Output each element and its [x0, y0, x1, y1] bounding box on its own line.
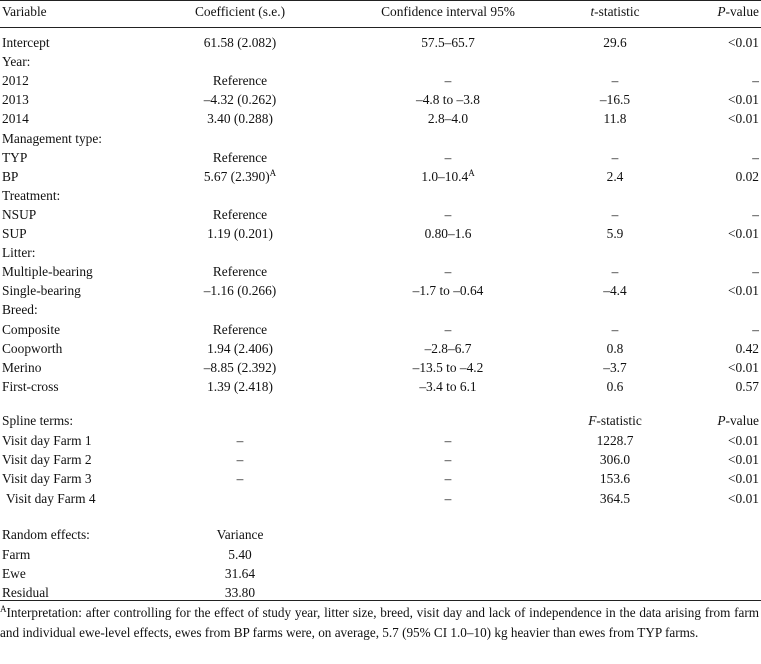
table-row	[0, 243, 761, 262]
t-statistic-cell: –	[611, 73, 619, 89]
p-value-cell: –	[752, 264, 759, 280]
variable-cell: 2014	[2, 111, 29, 127]
p-italic: P	[717, 413, 726, 428]
header-coefficient: Coefficient (s.e.)	[194, 4, 286, 19]
coefficient-value: Reference	[212, 321, 268, 337]
ci-value: –	[444, 321, 452, 337]
variable-cell: SUP	[2, 226, 27, 241]
spline-variable-cell: Visit day Farm 4	[6, 490, 96, 506]
spline-row	[0, 469, 761, 488]
coefficient-value: 1.19 (0.201)	[207, 226, 273, 241]
ci-value: –	[444, 149, 452, 165]
spline-ci-cell: –	[444, 471, 452, 487]
coefficient-cell	[175, 224, 305, 243]
ci-value: –1.7 to –0.64	[412, 283, 484, 299]
coefficient-value: 1.94 (2.406)	[207, 340, 273, 356]
p-value-cell: –	[752, 149, 759, 165]
ci-cell	[368, 148, 528, 167]
p-value-cell: 0.42	[735, 340, 759, 356]
variable-cell: Merino	[2, 359, 42, 375]
variable-cell: Year:	[2, 54, 31, 70]
header-p-value: P-value	[717, 4, 759, 19]
coefficient-cell	[175, 205, 305, 224]
f-italic: F	[588, 413, 597, 428]
header-confidence-interval: Confidence interval 95%	[381, 4, 515, 19]
spline-p-cell: <0.01	[728, 433, 759, 448]
bottom-rule	[0, 600, 761, 601]
variable-cell: 2012	[2, 73, 29, 89]
table-row	[0, 52, 761, 71]
ci-value: –13.5 to –4.2	[412, 359, 484, 375]
t-statistic-cell: –4.4	[603, 283, 627, 299]
table-row	[0, 300, 761, 319]
ci-cell	[368, 167, 528, 186]
p-value-cell: <0.01	[728, 283, 759, 299]
table-row	[0, 167, 761, 186]
variable-cell: Treatment:	[2, 187, 61, 203]
spline-coefficient-cell: –	[236, 471, 244, 487]
p-value-cell: –	[752, 321, 759, 337]
coefficient-value: Reference	[212, 149, 268, 165]
variable-cell: BP	[2, 168, 19, 184]
ci-value: –2.8–6.7	[424, 340, 472, 356]
p-value-cell: <0.01	[728, 111, 759, 127]
table-row	[0, 90, 761, 109]
table-row	[0, 205, 761, 224]
ci-value: –	[444, 264, 452, 280]
ci-value: –4.8 to –3.8	[416, 92, 480, 108]
coefficient-value: Reference	[212, 73, 268, 89]
table-row	[0, 33, 761, 52]
spline-f-cell: 306.0	[599, 452, 631, 468]
coefficient-value: 1.39 (2.418)	[207, 378, 273, 394]
spline-ci-cell: –	[444, 452, 452, 468]
random-effect-row	[0, 545, 761, 564]
spline-f-cell: 364.5	[599, 490, 631, 506]
t-statistic-cell: –	[611, 264, 619, 280]
variable-cell: Breed:	[2, 302, 38, 318]
p-value-cell: –	[752, 206, 759, 222]
t-statistic-cell: 11.8	[603, 111, 627, 127]
coefficient-cell	[175, 148, 305, 167]
t-statistic-cell: –	[611, 321, 619, 337]
spline-coefficient-cell: –	[236, 452, 244, 468]
coefficient-value: 3.40 (0.288)	[207, 111, 273, 127]
table-row	[0, 320, 761, 339]
ci-cell	[368, 281, 528, 300]
top-rule	[0, 0, 761, 1]
ci-cell	[368, 205, 528, 224]
coefficient-cell	[175, 71, 305, 90]
coefficient-value: 5.67 (2.390)	[203, 168, 270, 184]
ci-value: –	[444, 206, 452, 222]
variable-cell: Management type:	[2, 130, 103, 146]
p-value-cell: –	[752, 73, 759, 89]
random-effect-name: Ewe	[2, 566, 26, 581]
t-statistic-cell: –	[611, 206, 619, 222]
spline-label: Spline terms:	[2, 413, 74, 428]
coefficient-cell	[175, 377, 305, 396]
table-row	[0, 186, 761, 205]
ci-value: 57.5–65.7	[421, 35, 475, 50]
spline-header	[0, 411, 761, 430]
table-row	[0, 224, 761, 243]
coefficient-value: –1.16 (0.266)	[203, 283, 277, 299]
ci-cell	[368, 358, 528, 377]
spline-f-cell: 153.6	[599, 471, 631, 487]
coefficient-value: Reference	[212, 206, 268, 222]
spline-p-cell: <0.01	[728, 471, 759, 487]
table-row	[0, 281, 761, 300]
p-value-cell: <0.01	[728, 226, 759, 241]
p-rest: -value	[725, 413, 759, 428]
variable-cell: Single-bearing	[2, 283, 81, 299]
spline-variable-cell: Visit day Farm 3	[2, 471, 92, 487]
table-row	[0, 339, 761, 358]
table-row	[0, 377, 761, 396]
coefficient-value: –4.32 (0.262)	[203, 92, 277, 108]
p-value-cell: <0.01	[728, 92, 759, 108]
t-statistic-cell: –16.5	[599, 92, 631, 108]
random-effects-label: Random effects:	[2, 527, 90, 542]
ci-cell	[368, 90, 528, 109]
p-value-cell: <0.01	[728, 359, 759, 375]
p-value-cell: 0.02	[735, 168, 759, 184]
variable-cell: Composite	[2, 321, 61, 337]
superscript-marker: A	[468, 167, 475, 178]
t-statistic-cell: 2.4	[606, 168, 624, 184]
variable-cell: Intercept	[2, 35, 50, 50]
coefficient-cell	[175, 281, 305, 300]
spline-p-value-header	[690, 411, 759, 430]
table-header	[0, 2, 761, 22]
ci-value: 2.8–4.0	[427, 111, 469, 127]
ci-cell	[368, 320, 528, 339]
ci-value: 1.0–10.4	[421, 168, 469, 184]
coefficient-cell	[175, 262, 305, 281]
coefficient-value: 61.58 (2.082)	[203, 35, 277, 50]
ci-cell	[368, 33, 528, 52]
coefficient-cell	[175, 109, 305, 128]
variance-value: 33.80	[224, 585, 256, 600]
spline-f-cell: 1228.7	[596, 433, 634, 448]
coefficient-cell	[175, 339, 305, 358]
table-row	[0, 262, 761, 281]
ci-value: –3.4 to 6.1	[419, 378, 477, 394]
random-effects-header	[0, 525, 761, 544]
t-statistic-cell: –	[611, 149, 619, 165]
spline-row	[0, 489, 761, 508]
ci-cell	[368, 262, 528, 281]
spline-variable-cell: Visit day Farm 2	[2, 452, 92, 468]
footnote-marker: A	[0, 604, 7, 614]
variable-cell: First-cross	[2, 378, 59, 394]
footnote	[0, 603, 759, 643]
t-statistic-cell: 5.9	[606, 226, 624, 241]
header-variable: Variable	[2, 4, 47, 19]
table-row	[0, 148, 761, 167]
spline-ci-cell: –	[444, 490, 452, 506]
coefficient-cell	[175, 167, 305, 186]
spline-row	[0, 450, 761, 469]
spline-variable-cell: Visit day Farm 1	[2, 433, 92, 448]
ci-cell	[368, 109, 528, 128]
coefficient-cell	[175, 90, 305, 109]
header-t-statistic: t-statistic	[590, 4, 640, 19]
variable-cell: TYP	[2, 149, 28, 165]
ci-cell	[368, 71, 528, 90]
variance-value: 31.64	[224, 566, 256, 581]
p-value-cell: <0.01	[728, 35, 759, 50]
table-row	[0, 109, 761, 128]
coefficient-cell	[175, 33, 305, 52]
variable-cell: Litter:	[2, 245, 36, 261]
spline-coefficient-cell: –	[236, 433, 244, 448]
spline-ci-cell: –	[444, 433, 452, 448]
ci-cell	[368, 377, 528, 396]
variable-cell: Multiple-bearing	[2, 264, 93, 280]
table-row	[0, 129, 761, 148]
ci-value: –	[444, 73, 452, 89]
superscript-marker: A	[269, 167, 277, 178]
random-effect-name: Residual	[2, 585, 49, 600]
variance-header: Variance	[216, 527, 264, 542]
coefficient-value: Reference	[212, 264, 268, 280]
f-statistic-header	[560, 411, 670, 430]
variable-cell: Coopworth	[2, 340, 63, 356]
coefficient-cell	[175, 358, 305, 377]
p-value-cell: 0.57	[735, 378, 759, 394]
ci-value: 0.80–1.6	[424, 226, 472, 241]
t-statistic-cell: 0.8	[606, 340, 624, 356]
spline-p-cell: <0.01	[728, 490, 759, 506]
random-effect-row	[0, 564, 761, 583]
footnote-text: Interpretation: after controlling for the effect of study year, litter size, breed, visit day and lack of independence in the data arising from farm and individual ewe-level effects, ewes from BP farms were, on average, 5.7 (95% CI 1.0–10) kg heavier than ewes from TYP farms.	[0, 605, 759, 640]
spline-row	[0, 431, 761, 450]
variable-cell: NSUP	[2, 206, 37, 222]
f-rest: -statistic	[596, 413, 642, 428]
spline-p-cell: <0.01	[728, 452, 759, 468]
coefficient-value: –8.85 (2.392)	[203, 359, 277, 375]
table-row	[0, 71, 761, 90]
t-statistic-cell: 0.6	[606, 378, 624, 394]
random-effect-name: Farm	[2, 547, 31, 562]
coefficient-cell	[175, 320, 305, 339]
variance-value: 5.40	[228, 547, 252, 562]
table-row	[0, 358, 761, 377]
t-statistic-cell: 29.6	[603, 35, 627, 50]
t-statistic-cell: –3.7	[603, 359, 627, 375]
ci-cell	[368, 224, 528, 243]
header-rule	[0, 27, 761, 28]
ci-cell	[368, 339, 528, 358]
variable-cell: 2013	[2, 92, 29, 108]
